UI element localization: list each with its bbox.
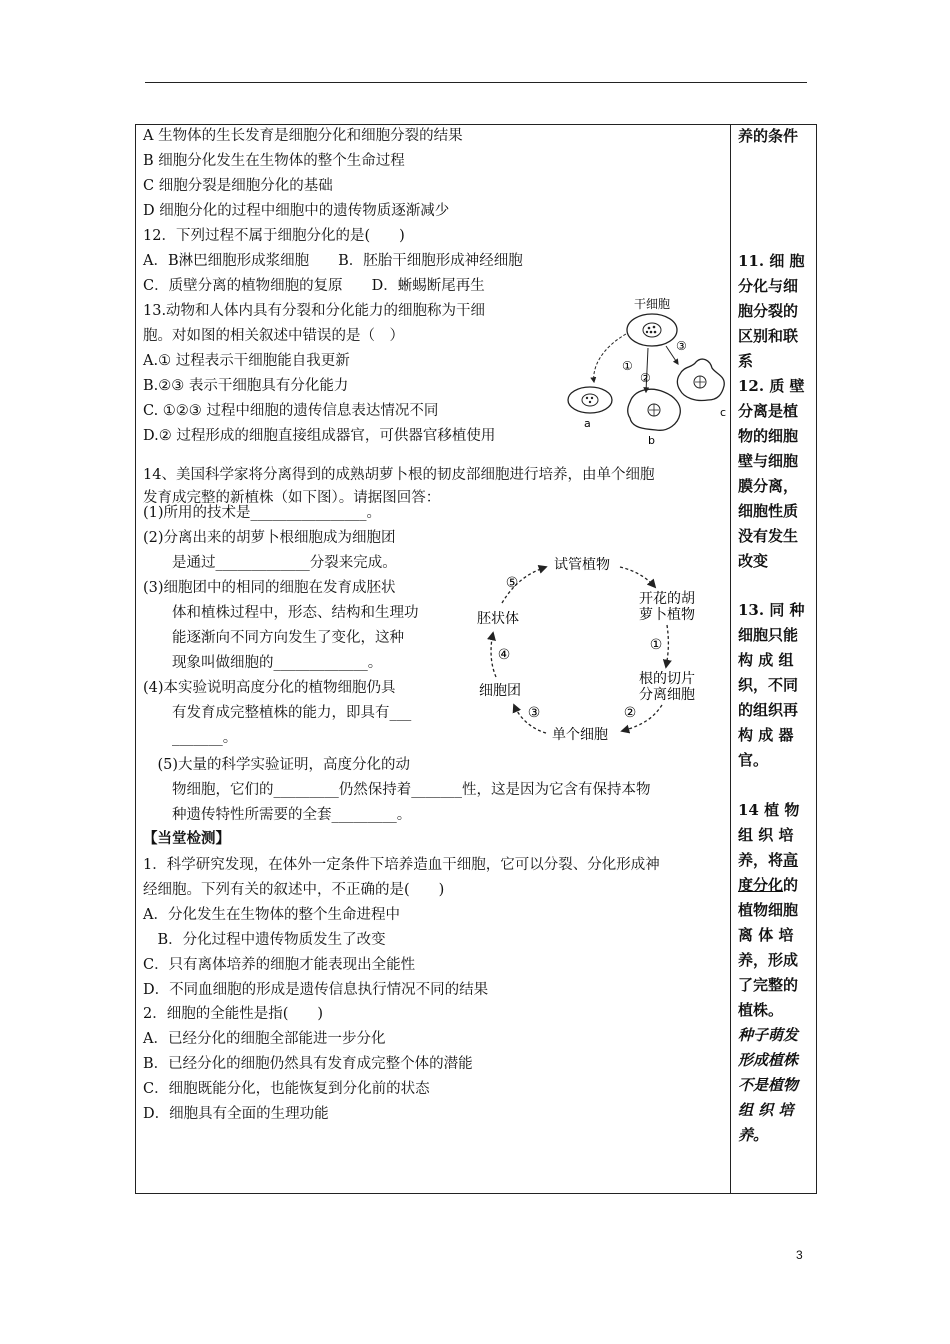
text-line: 现象叫做细胞的_____________。	[143, 655, 383, 671]
note-line: 14 植 物	[738, 801, 800, 819]
text-line: D．细胞具有全面的生理功能	[143, 1106, 329, 1122]
note-line: 物的细胞	[738, 427, 799, 445]
text-line: D．不同血细胞的形成是遗传信息执行情况不同的结果	[143, 982, 489, 998]
note-line: 种子萌发	[738, 1026, 799, 1044]
stem-cell-label: 干细胞	[633, 297, 671, 311]
question-14: 14、美国科学家将分离得到的成熟胡萝卜根的韧皮部细胞进行培养，由单个细胞	[143, 467, 655, 483]
text-line: C．只有离体培养的细胞才能表现出全能性	[143, 957, 416, 973]
stem-nucleus	[643, 323, 661, 337]
step-3-label: ③	[676, 339, 687, 353]
text-line: A 生物体的生长发育是细胞分化和细胞分裂的结果	[143, 128, 463, 144]
note-line: 胞分裂的	[738, 302, 799, 320]
arrow-2	[646, 348, 648, 392]
label-test-tube-plant: 试管植物	[554, 557, 610, 573]
arc-right	[666, 625, 668, 667]
arrow-1	[594, 334, 626, 382]
label-flowering-carrot-2: 萝卜植物	[639, 607, 695, 623]
page-number: 3	[796, 1248, 803, 1262]
chromatin-dots	[646, 326, 657, 334]
note-line: 组 织 培	[738, 1101, 794, 1119]
step-1-label: ①	[649, 637, 663, 653]
text-line: 有发育成完整植株的能力，即具有___	[143, 705, 412, 721]
note-line: 膜分离，	[738, 477, 799, 495]
nucleus-b-mark	[649, 404, 659, 416]
cell-c-label: c	[720, 406, 727, 419]
tissue-culture-cycle-figure	[462, 545, 730, 747]
arc-top-right	[620, 567, 655, 587]
note-line: 细胞只能	[738, 626, 799, 644]
label-embryoid: 胚状体	[477, 611, 519, 627]
label-flowering-carrot-1: 开花的胡	[639, 591, 695, 607]
note-line: 形成植株	[738, 1051, 799, 1069]
note-line: 分化与细	[738, 277, 799, 295]
note-line: 养，形成	[738, 951, 799, 969]
note-line: 养。	[738, 1126, 769, 1144]
note-line: 改变	[738, 552, 769, 570]
note-line: 系	[738, 352, 754, 370]
text-line: 2．细胞的全能性是指( )	[143, 1006, 324, 1022]
note-line: 官。	[738, 751, 769, 769]
text-line: A．分化发生在生物体的整个生命进程中	[143, 907, 400, 923]
note-line: 了完整的	[738, 976, 799, 994]
header-rule	[145, 82, 807, 83]
text-line: (2)分离出来的胡萝卜根细胞成为细胞团	[143, 530, 396, 546]
note-line: 13. 同 种	[738, 601, 805, 619]
note-line: 壁与细胞	[738, 452, 799, 470]
text-line: 1．科学研究发现，在体外一定条件下培养造血干细胞，它可以分裂、分化形成神	[143, 857, 660, 873]
note-text: 的	[783, 876, 799, 894]
text-line: B.②③ 表示干细胞具有分化能力	[143, 378, 349, 394]
label-root-slice-1: 根的切片	[639, 671, 695, 687]
text-line: D.② 过程形成的细胞直接组成器官，可供器官移植使用	[143, 428, 496, 444]
note-line	[738, 875, 798, 895]
column-divider	[730, 124, 731, 1194]
note-line: 构 成 器	[738, 726, 794, 744]
note-line	[738, 850, 798, 870]
label-single-cell: 单个细胞	[552, 727, 608, 743]
text-line: 物细胞，它们的_________仍然保持着_______性，这是因为它含有保持本物	[143, 782, 651, 798]
note-line: 构 成 组	[738, 651, 794, 669]
step-2-label: ②	[640, 371, 651, 385]
text-line: 体和植株过程中，形态、结构和生理功	[143, 605, 419, 621]
text-line: 种遗传特性所需要的全套_________。	[143, 807, 412, 823]
cell-a-label: a	[584, 417, 591, 430]
text-line: D 细胞分化的过程中细胞中的遗传物质逐渐减少	[143, 203, 450, 219]
daughter-cell-a	[568, 387, 612, 413]
step-4-label: ④	[497, 647, 511, 663]
text-line: C．细胞既能分化，也能恢复到分化前的状态	[143, 1081, 430, 1097]
question-12: 12．下列过程不属于细胞分化的是( )	[143, 228, 405, 244]
note-line: 区别和联	[738, 327, 799, 345]
note-line: 养的条件	[738, 127, 799, 145]
note-line: 不是植物	[738, 1076, 799, 1094]
text-line: 经细胞。下列有关的叙述中，不正确的是( )	[143, 882, 445, 898]
note-text: 养，将	[738, 851, 784, 869]
step-5-label: ⑤	[505, 575, 519, 591]
text-line: C 细胞分裂是细胞分化的基础	[143, 178, 333, 194]
step-3-label: ③	[527, 705, 541, 721]
note-line: 植株。	[738, 1001, 784, 1019]
stem-cell-figure	[560, 294, 730, 450]
text-line: (1)所用的技术是________________。	[143, 505, 382, 521]
text-line: (3)细胞团中的相同的细胞在发育成胚状	[143, 580, 396, 596]
text-line: 能逐渐向不同方向发生了变化，这种	[143, 630, 404, 646]
text-line: A.① 过程表示干细胞能自我更新	[143, 353, 350, 369]
text-line: 是通过_____________分裂来完成。	[143, 555, 397, 571]
note-line: 组 织 培	[738, 826, 794, 844]
note-line: 没有发生	[738, 527, 799, 545]
label-root-slice-2: 分离细胞	[639, 687, 695, 703]
text-line: B．分化过程中遗传物质发生了改变	[143, 932, 386, 948]
text-line: 发育成完整的新植株（如下图）。请据图回答：	[143, 490, 441, 506]
text-line: 胞。对如图的相关叙述中错误的是（ ）	[143, 328, 404, 344]
text-line: (5)大量的科学实验证明，高度分化的动	[143, 757, 411, 773]
note-line: 离 体 培	[738, 926, 794, 944]
stem-cell	[627, 314, 677, 346]
note-line: 细胞性质	[738, 502, 799, 520]
note-underlined: 高	[783, 851, 799, 869]
text-line: (4)本实验说明高度分化的植物细胞仍具	[143, 680, 396, 696]
text-line: C．质壁分离的植物细胞的复原 D．蜥蜴断尾再生	[143, 278, 485, 294]
dots-a	[586, 397, 593, 403]
note-line: 植物细胞	[738, 901, 799, 919]
arc-left	[491, 633, 496, 677]
nucleus-c-mark	[695, 376, 705, 388]
label-cell-mass: 细胞团	[479, 683, 521, 699]
text-line: A．已经分化的细胞全部能进一步分化	[143, 1031, 386, 1047]
question-13: 13.动物和人体内具有分裂和分化能力的细胞称为干细	[143, 303, 486, 319]
note-line: 11. 细 胞	[738, 252, 805, 270]
step-1-label: ①	[622, 359, 633, 373]
text-line: B．已经分化的细胞仍然具有发育成完整个体的潜能	[143, 1056, 473, 1072]
step-2-label: ②	[623, 705, 637, 721]
text-line: B 细胞分化发生在生物体的整个生命过程	[143, 153, 405, 169]
note-line: 织，不同	[738, 676, 799, 694]
section-heading: 【当堂检测】	[143, 830, 230, 847]
text-line: C. ①②③ 过程中细胞的遗传信息表达情况不同	[143, 403, 439, 419]
note-line: 的组织再	[738, 701, 799, 719]
note-underlined: 度分化	[738, 876, 784, 894]
text-line: _______。	[143, 730, 238, 746]
note-line: 分离是植	[738, 402, 799, 420]
differentiated-cell-c	[677, 359, 724, 400]
text-line: A．B淋巴细胞形成浆细胞 B．胚胎干细胞形成神经细胞	[143, 253, 523, 269]
cell-b-label: b	[648, 434, 655, 447]
nucleus-a	[582, 394, 598, 406]
note-line: 12. 质 壁	[738, 377, 805, 395]
